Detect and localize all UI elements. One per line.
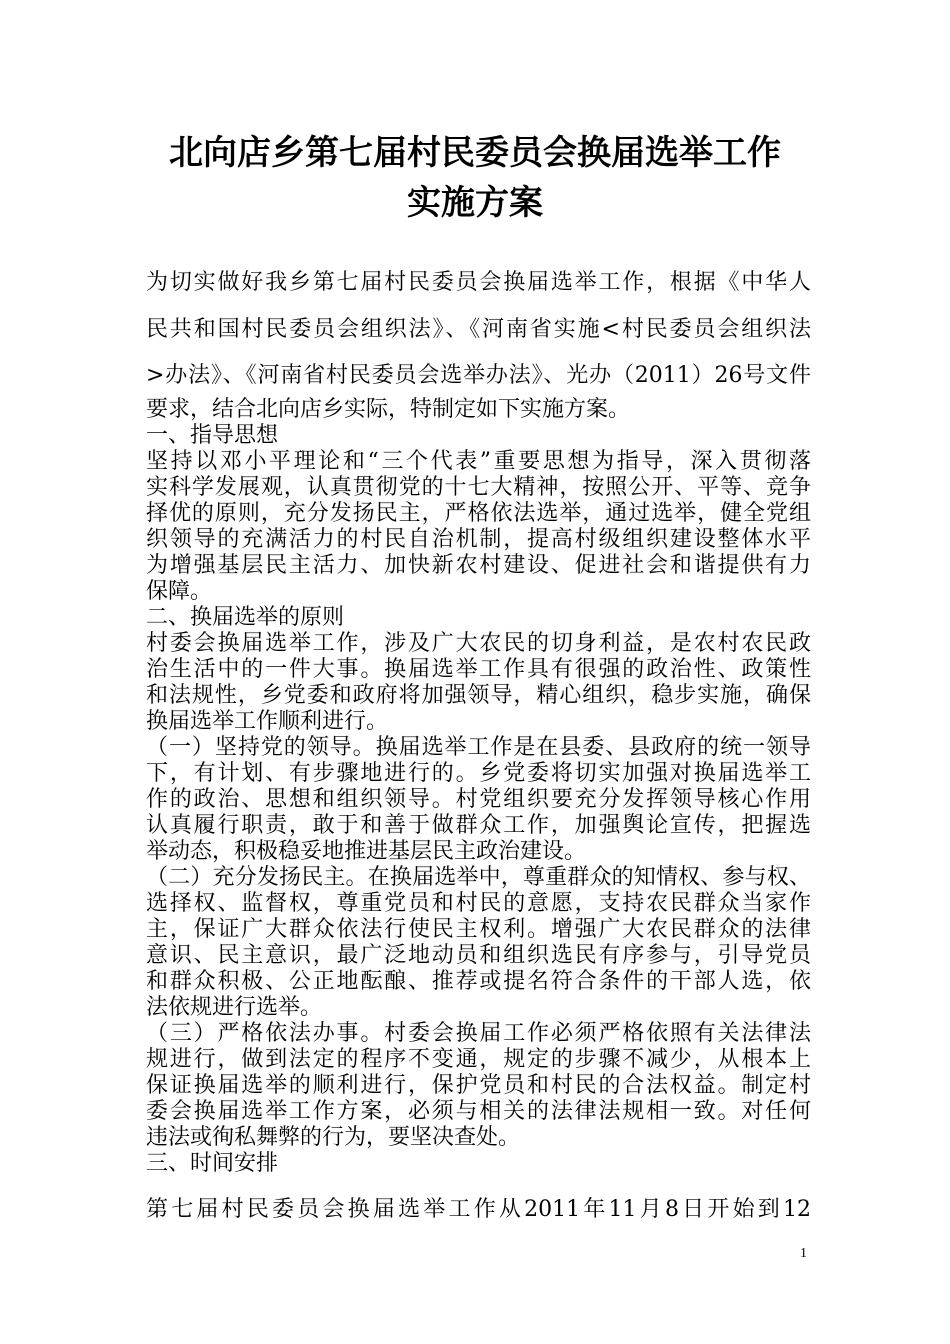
body-line: 委会换届选举工作方案，必须与相关的法律法规相一致。对任何 [146,1099,811,1124]
body-line: 认真履行职责，敢于和善于做群众工作，加强舆论宣传，把握选 [146,813,811,838]
body-line: 换届选举工作顺利进行。 [146,709,389,734]
body-line: 规进行，做到法定的程序不变通，规定的步骤不减少，从根本上 [146,1047,811,1072]
body-line: 和法规性，乡党委和政府将加强领导，精心组织，稳步实施，确保 [146,683,811,708]
body-line: 违法或徇私舞弊的行为，要坚决查处。 [146,1125,521,1150]
body-line: 下，有计划、有步骤地进行的。乡党委将切实加强对换届选举工 [146,761,811,786]
body-line: 要求，结合北向店乡实际，特制定如下实施方案。 [146,397,631,422]
body-line: 保障。 [146,579,213,604]
body-line: 第七届村民委员会换届选举工作从2011年11月8日开始到12 [146,1197,811,1222]
body-line: 选择权、监督权，尊重党员和村民的意愿，支持农民群众当家作 [146,891,811,916]
body-line: 村委会换届选举工作，涉及广大农民的切身利益，是农村农民政 [146,631,811,656]
body-line: 和群众积极、公正地酝酿、推荐或提名符合条件的干部人选，依 [146,969,811,994]
body-line: 为增强基层民主活力、加快新农村建设、促进社会和谐提供有力 [146,553,811,578]
section-heading: 三、时间安排 [146,1151,279,1176]
body-line: 保证换届选举的顺利进行，保护党员和村民的合法权益。制定村 [146,1073,811,1098]
body-line: >办法》、《河南省村民委员会选举办法》、光办（2011）26号文件 [146,363,811,388]
body-line: 民共和国村民委员会组织法》、《河南省实施<村民委员会组织法 [146,317,811,342]
body-line: （三）严格依法办事。村委会换届工作必须严格依照有关法律法 [146,1021,811,1046]
document-title-line2: 实施方案 [407,183,543,223]
body-line: 意识、民主意识，最广泛地动员和组织选民有序参与，引导党员 [146,943,811,968]
body-line: 治生活中的一件大事。换届选举工作具有很强的政治性、政策性 [146,657,811,682]
body-line: 择优的原则，充分发扬民主，严格依法选举，通过选举，健全党组 [146,501,811,526]
body-line: 织领导的充满活力的村民自治机制，提高村级组织建设整体水平 [146,527,811,552]
section-heading: 一、指导思想 [146,423,279,448]
page-number: 1 [800,1246,807,1261]
body-line: 主，保证广大群众依法行使民主权利。增强广大农民群众的法律 [146,917,811,942]
body-line: 举动态，积极稳妥地推进基层民主政治建设。 [146,839,587,864]
body-line: 作的政治、思想和组织领导。村党组织要充分发挥领导核心作用 [146,787,811,812]
body-line: 为切实做好我乡第七届村民委员会换届选举工作，根据《中华人 [146,270,811,295]
document-title-line1: 北向店乡第七届村民委员会换届选举工作 [169,133,781,173]
body-line: （一）坚持党的领导。换届选举工作是在县委、县政府的统一领导 [146,735,811,760]
body-line: 实科学发展观，认真贯彻党的十七大精神，按照公开、平等、竞争 [146,475,811,500]
body-line: 法依规进行选举。 [146,995,323,1020]
body-line: 坚持以邓小平理论和“三个代表”重要思想为指导，深入贯彻落 [146,449,811,474]
body-line: （二）充分发扬民主。在换届选举中，尊重群众的知情权、参与权、 [146,865,811,890]
section-heading: 二、换届选举的原则 [146,605,345,630]
